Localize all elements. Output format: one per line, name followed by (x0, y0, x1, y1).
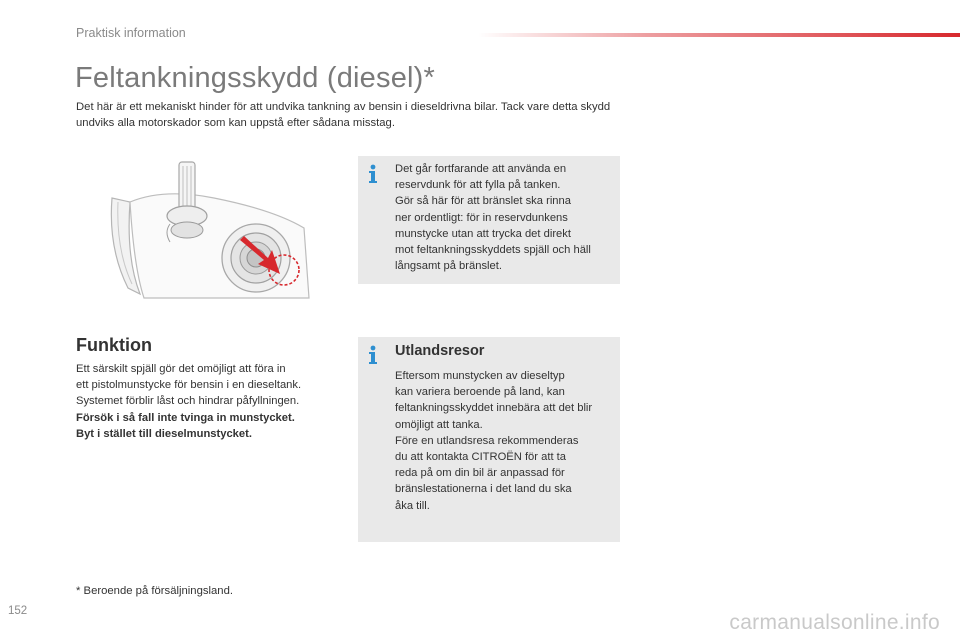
intro-paragraph: Det här är ett mekaniskt hinder för att undvika tankning av bensin i dieseldrivna bilar. Tack vare detta skydd undviks alla motorskador som kan uppstå efter sådana misstag. (76, 101, 611, 129)
text-line: Eftersom munstycken av dieseltyp (395, 370, 565, 382)
funktion-text (76, 361, 346, 442)
page-number: 152 (8, 605, 28, 617)
text-line: åka till. (395, 499, 430, 512)
text-line: bränslestationerna i det land du ska (395, 483, 572, 496)
info-icon (366, 345, 380, 365)
bold-warning-line: Försök i så fall inte tvinga in munstycket. (76, 411, 295, 424)
text-line: reda på om din bil är anpassad för (395, 467, 565, 480)
text-line: Gör så här för att bränslet ska rinna (395, 195, 571, 208)
header-section-label: Praktisk information (76, 26, 186, 40)
bold-warning-line: Byt i stället till dieselmunstycket. (76, 427, 252, 440)
text-line: ett pistolmunstycke för bensin i en dieseltank. (76, 379, 302, 392)
page-title: Feltankningsskydd (diesel)* (75, 62, 436, 94)
text-line: du att kontakta CITROËN för att ta (395, 451, 566, 464)
section-title-funktion: Funktion (76, 335, 152, 355)
text-line: Det går fortfarande att använda en (395, 163, 567, 175)
info-box-reserve-can (358, 156, 620, 284)
watermark: carmanualsonline.info (729, 611, 940, 634)
text-line: Före en utlandsresa rekommenderas (395, 434, 579, 447)
info-box-travel-title: Utlandsresor (395, 343, 485, 359)
info-box-travel-abroad (358, 337, 620, 542)
header-accent-bar (478, 33, 960, 37)
footnote: * Beroende på försäljningsland. (76, 585, 234, 597)
info-icon (366, 164, 380, 184)
fuel-filler-illustration (104, 158, 324, 306)
text-line: Systemet förblir låst och hindrar påfyllningen. (76, 395, 300, 408)
text-line: mot feltankningsskyddets spjäll och häll (395, 244, 591, 257)
text-line: långsamt på bränslet. (395, 260, 502, 273)
text-line: Ett särskilt spjäll gör det omöjligt att föra in (76, 363, 286, 375)
text-line: ner ordentligt: för in reservdunkens (395, 211, 568, 224)
text-line: feltankningsskyddet innebära att det blir (395, 402, 593, 415)
text-line: kan variera beroende på land, kan (395, 386, 565, 399)
text-line: reservdunk för att fylla på tanken. (395, 179, 561, 192)
info-box-reserve-can-text (395, 161, 615, 274)
text-line: omöjligt att tanka. (395, 418, 483, 431)
info-box-travel-text (395, 368, 615, 514)
text-line: munstycke utan att trycka det direkt (395, 227, 571, 240)
